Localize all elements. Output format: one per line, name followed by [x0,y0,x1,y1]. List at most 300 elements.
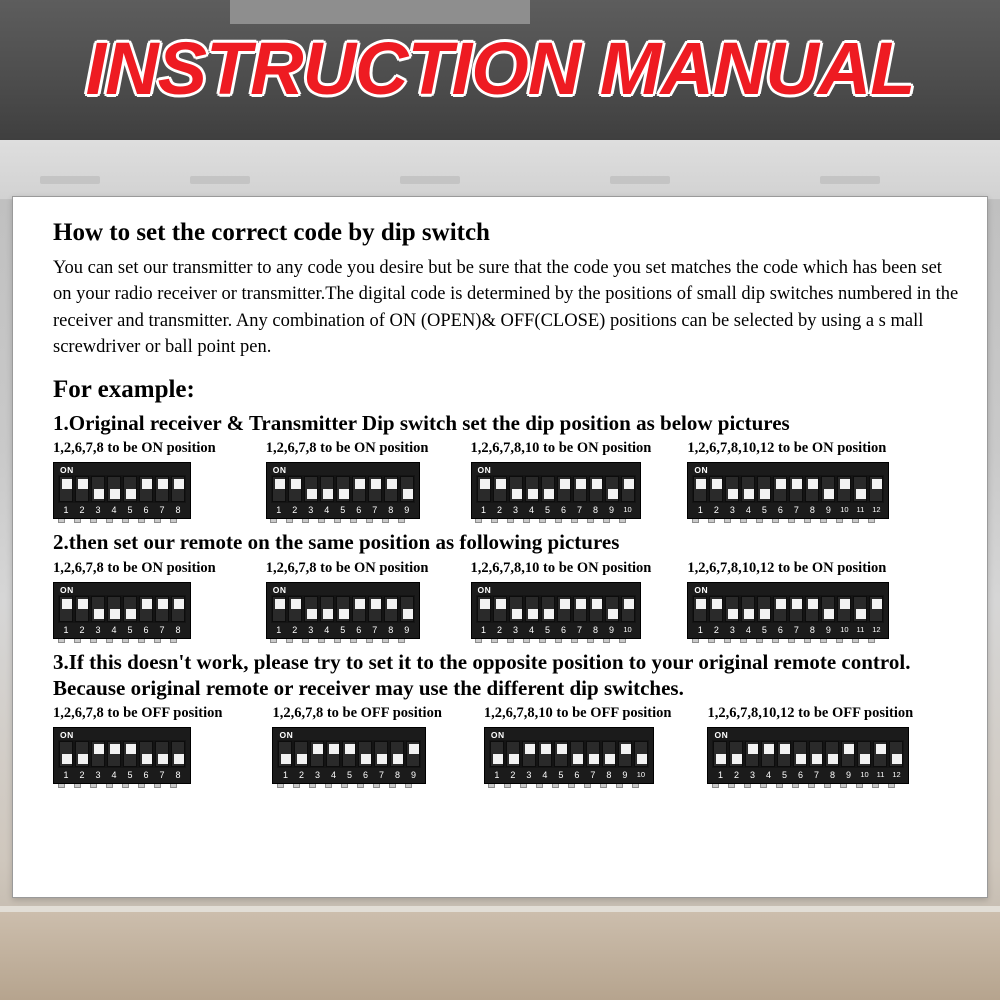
dip-pin [768,519,782,523]
dip-lever[interactable] [155,476,169,502]
dip-lever[interactable] [525,476,539,502]
dip-pins [484,784,672,788]
dip-lever-knob [748,744,758,754]
dip-lever[interactable] [541,596,555,622]
dip-pin [768,639,782,643]
dip-lever-knob [110,609,120,619]
dip-lever[interactable] [123,741,137,767]
dip-number: 6 [143,770,149,781]
dip-lever[interactable] [59,741,73,767]
dip-number: 7 [372,624,378,635]
dip-lever-knob [712,479,722,489]
dip-lever[interactable] [729,741,743,767]
dip-pin [800,639,814,643]
dip-number: 12 [872,624,881,634]
dip-number: 6 [143,624,149,635]
dip-switch[interactable] [471,582,641,639]
dip-lever[interactable] [841,741,855,767]
dip-number: 7 [378,770,384,781]
dip-lever[interactable] [586,741,600,767]
dip-lever[interactable] [725,476,739,502]
dip-pin [321,784,335,788]
dip-pin [315,519,329,523]
dip-number: 3 [729,505,735,516]
dip-lever[interactable] [288,476,302,502]
dip-pin [118,639,132,643]
dip-lever[interactable] [522,741,536,767]
dip-lever[interactable] [793,741,807,767]
dip-lever[interactable] [352,596,366,622]
dip-pin [299,519,313,523]
dip-lever[interactable] [107,596,121,622]
dip-lever[interactable] [384,476,398,502]
dip-lever[interactable] [525,596,539,622]
dip-number: 2 [496,505,502,516]
dip-lever[interactable] [554,741,568,767]
dip-number: 3 [308,505,314,516]
dip-lever[interactable] [741,596,755,622]
dip-number-strip [712,768,904,781]
dip-switch[interactable] [687,462,889,519]
dip-pin [118,519,132,523]
dip-lever-track [271,595,415,623]
dip-lever[interactable] [805,596,819,622]
dip-switch[interactable] [266,582,420,639]
dip-lever-knob [94,489,104,499]
dip-lever-knob [493,754,503,764]
dip-lever-knob [744,609,754,619]
dip-lever[interactable] [91,596,105,622]
dip-lever[interactable] [713,741,727,767]
dip-number: 3 [95,624,101,635]
dip-lever-knob [174,479,184,489]
dip-lever[interactable] [618,741,632,767]
dip-lever[interactable] [384,596,398,622]
dip-lever-knob [696,479,706,489]
intro-paragraph: You can set our transmitter to any code you desire but be sure that the code you set matches the code which has been set on your radio receiver or transmitter.The digital code is determined by the positions of small dip switches numbered in the receiver and transmitter. Any combination of ON (OPEN)& OFF(CLOSE) positions can be selected by using a s mall screwdriver or ball point pen. [53,258,959,357]
dip-lever[interactable] [320,476,334,502]
dip-lever[interactable] [573,476,587,502]
dip-number: 6 [356,505,362,516]
dip-switch[interactable] [471,462,641,519]
dip-lever[interactable] [352,476,366,502]
dip-lever[interactable] [709,476,723,502]
dip-number-strip [476,623,636,636]
dip-number-strip [277,768,421,781]
dip-lever[interactable] [406,741,420,767]
dip-number: 8 [809,624,815,635]
dip-switch[interactable] [272,727,426,784]
dip-pin [134,784,148,788]
dip-lever-knob [158,599,168,609]
dip-lever-knob [780,744,790,754]
dip-lever[interactable] [59,476,73,502]
dip-lever[interactable] [374,741,388,767]
dip-lever[interactable] [304,476,318,502]
dip-switch-cell [39,705,222,788]
dip-pin [584,519,598,523]
dip-lever-knob [496,599,506,609]
dip-lever[interactable] [155,741,169,767]
dip-lever[interactable] [869,476,883,502]
dip-number: 8 [829,770,835,781]
dip-lever[interactable] [155,596,169,622]
dip-pins [53,519,216,523]
dip-lever-knob [792,599,802,609]
dip-lever[interactable] [336,596,350,622]
dip-number: 9 [825,505,831,516]
dip-pin [150,519,164,523]
dip-lever[interactable] [821,476,835,502]
dip-number-strip [271,623,415,636]
dip-lever[interactable] [570,741,584,767]
dip-number: 10 [840,505,849,515]
dip-lever-knob [605,754,615,764]
dip-lever-knob [792,479,802,489]
dip-pin [708,784,722,788]
dip-lever-knob [760,609,770,619]
dip-number: 10 [840,624,849,634]
dip-switch-cell [457,440,652,523]
dip-lever-track [58,740,186,768]
dip-lever[interactable] [59,596,73,622]
dip-number: 5 [558,770,564,781]
dip-lever-knob [275,599,285,609]
dip-number: 8 [394,770,400,781]
dip-lever[interactable] [809,741,823,767]
dip-lever[interactable] [320,596,334,622]
dip-number: 5 [340,505,346,516]
dip-lever[interactable] [400,476,414,502]
dip-switch-caption: 1,2,6,7,8,10,12 to be ON position [687,559,887,576]
dip-lever[interactable] [171,476,185,502]
dip-number: 9 [410,770,416,781]
dip-number: 1 [494,770,500,781]
dip-lever-knob [728,489,738,499]
dip-lever[interactable] [789,596,803,622]
dip-lever[interactable] [509,476,523,502]
dip-lever[interactable] [171,596,185,622]
dip-on-label: ON [272,584,287,595]
dip-pin [848,519,862,523]
dip-lever[interactable] [709,596,723,622]
dip-pin [568,519,582,523]
dip-pin [299,639,313,643]
dip-number: 1 [282,770,288,781]
dip-pin [568,639,582,643]
dip-on-label: ON [272,465,287,476]
dip-number: 1 [63,505,69,516]
dip-switch[interactable] [484,727,654,784]
dip-lever[interactable] [310,741,324,767]
dip-lever[interactable] [634,741,648,767]
dip-pin [102,519,116,523]
dip-lever[interactable] [869,596,883,622]
dip-lever-knob [275,479,285,489]
dip-pin [884,784,898,788]
dip-switch[interactable] [53,582,191,639]
dip-lever[interactable] [490,741,504,767]
dip-number: 8 [388,624,394,635]
dip-pin [536,519,550,523]
dip-number: 5 [127,624,133,635]
dip-lever-knob [776,599,786,609]
dip-lever-knob [371,479,381,489]
dip-on-label: ON [477,465,492,476]
dip-lever[interactable] [278,741,292,767]
dip-lever-knob [307,489,317,499]
dip-on-label: ON [60,584,74,595]
dip-switch[interactable] [687,582,889,639]
dip-switch-caption: 1,2,6,7,8,10,12 to be OFF position [707,705,914,722]
dip-lever-track [58,595,186,623]
dip-lever[interactable] [368,596,382,622]
dip-lever[interactable] [621,596,635,622]
dip-pin [315,639,329,643]
dip-number: 6 [777,505,783,516]
dip-lever-knob [624,599,634,609]
dip-pin [752,639,766,643]
dip-lever[interactable] [272,596,286,622]
dip-lever[interactable] [725,596,739,622]
dip-lever-knob [856,609,866,619]
dip-row [39,440,961,523]
dip-lever[interactable] [573,596,587,622]
dip-number: 4 [745,505,751,516]
dip-lever[interactable] [368,476,382,502]
dip-lever[interactable] [400,596,414,622]
dip-pin [816,639,830,643]
dip-lever[interactable] [805,476,819,502]
dip-pin [273,784,287,788]
dip-number: 1 [63,770,69,781]
dip-lever[interactable] [477,476,491,502]
dip-lever-knob [589,754,599,764]
dip-switch[interactable] [53,462,191,519]
dip-lever-track [489,740,649,768]
dip-number: 5 [127,505,133,516]
dip-lever[interactable] [358,741,372,767]
dip-pin [70,639,84,643]
dip-lever[interactable] [857,741,871,767]
dip-lever-knob [796,754,806,764]
dip-lever-knob [872,479,882,489]
dip-pin [533,784,547,788]
dip-pin [54,784,68,788]
dip-switch[interactable] [266,462,420,519]
dip-lever[interactable] [506,741,520,767]
dip-lever-knob [512,609,522,619]
dip-lever[interactable] [107,476,121,502]
dip-lever[interactable] [493,476,507,502]
dip-lever-knob [576,599,586,609]
dip-lever[interactable] [589,476,603,502]
dip-number: 6 [777,624,783,635]
dip-pin [864,639,878,643]
dip-pin [704,639,718,643]
dip-lever[interactable] [304,596,318,622]
scene-wall-band [0,140,1000,200]
dip-lever[interactable] [336,476,350,502]
dip-number: 5 [544,624,550,635]
dip-lever[interactable] [837,596,851,622]
dip-number: 2 [79,505,85,516]
dip-number: 7 [159,770,165,781]
dip-pin [337,784,351,788]
dip-pin [102,784,116,788]
dip-lever[interactable] [557,596,571,622]
dip-lever[interactable] [789,476,803,502]
dip-pin [134,639,148,643]
dip-lever-knob [78,479,88,489]
dip-lever[interactable] [777,741,791,767]
dip-pin [597,784,611,788]
dip-lever[interactable] [853,476,867,502]
dip-lever[interactable] [741,476,755,502]
dip-lever[interactable] [837,476,851,502]
step-block [39,410,961,523]
page-title: How to set the correct code by dip switch [53,219,490,246]
dip-lever-knob [377,754,387,764]
dip-switch-caption: 1,2,6,7,8 to be ON position [53,440,216,457]
dip-pin [788,784,802,788]
dip-number: 4 [324,624,330,635]
dip-pin [488,519,502,523]
dip-lever[interactable] [605,476,619,502]
dip-pin [600,519,614,523]
dip-lever[interactable] [75,596,89,622]
dip-lever-knob [876,744,886,754]
dip-number: 8 [592,624,598,635]
dip-lever[interactable] [75,741,89,767]
dip-lever[interactable] [541,476,555,502]
dip-lever[interactable] [171,741,185,767]
dip-lever-knob [307,609,317,619]
dip-lever[interactable] [390,741,404,767]
dip-lever-knob [355,479,365,489]
dip-lever[interactable] [757,476,771,502]
dip-pin [102,639,116,643]
dip-on-label: ON [490,730,505,741]
dip-lever[interactable] [107,741,121,767]
dip-pin [756,784,770,788]
dip-number: 1 [717,770,723,781]
dip-lever[interactable] [761,741,775,767]
dip-lever-knob [78,754,88,764]
dip-lever-knob [387,479,397,489]
dip-pin [688,639,702,643]
dip-pin [800,519,814,523]
dip-number: 1 [276,505,282,516]
dip-lever[interactable] [873,741,887,767]
dip-pin [267,639,281,643]
dip-switch[interactable] [53,727,191,784]
dip-lever[interactable] [123,476,137,502]
dip-pin [401,784,415,788]
dip-lever-track [58,475,186,503]
dip-number: 7 [576,505,582,516]
dip-lever-knob [624,479,634,489]
dip-lever[interactable] [123,596,137,622]
dip-pin [54,639,68,643]
dip-lever[interactable] [538,741,552,767]
dip-pin [70,519,84,523]
dip-lever[interactable] [272,476,286,502]
scene-floor-edge [0,906,1000,912]
dip-lever[interactable] [139,476,153,502]
dip-on-label: ON [694,584,709,595]
dip-pin [395,519,409,523]
dip-lever-knob [560,599,570,609]
dip-number: 9 [622,770,628,781]
dip-lever[interactable] [509,596,523,622]
dip-lever[interactable] [889,741,903,767]
dip-lever[interactable] [139,596,153,622]
dip-lever[interactable] [853,596,867,622]
dip-lever[interactable] [621,476,635,502]
dip-lever[interactable] [91,741,105,767]
dip-lever[interactable] [745,741,759,767]
dip-lever[interactable] [75,476,89,502]
dip-number: 7 [159,624,165,635]
dip-lever[interactable] [139,741,153,767]
dip-lever[interactable] [693,476,707,502]
dip-number: 10 [860,770,869,780]
dip-lever[interactable] [557,476,571,502]
dip-lever[interactable] [326,741,340,767]
dip-lever[interactable] [288,596,302,622]
dip-lever[interactable] [91,476,105,502]
dip-lever[interactable] [589,596,603,622]
dip-lever-knob [62,479,72,489]
dip-lever[interactable] [773,596,787,622]
dip-lever[interactable] [821,596,835,622]
dip-lever[interactable] [342,741,356,767]
dip-number-strip [692,503,884,516]
dip-pin [363,519,377,523]
dip-lever-knob [94,744,104,754]
wall-slat [40,176,100,184]
dip-number: 12 [892,770,901,780]
dip-pin [740,784,754,788]
dip-pin [724,784,738,788]
dip-pin [552,519,566,523]
dip-lever[interactable] [493,596,507,622]
dip-lever[interactable] [693,596,707,622]
dip-number: 8 [175,505,181,516]
dip-lever-knob [158,754,168,764]
dip-lever-knob [557,744,567,754]
dip-lever[interactable] [773,476,787,502]
dip-number: 2 [733,770,739,781]
dip-pin [629,784,643,788]
dip-lever-knob [126,609,136,619]
dip-lever[interactable] [477,596,491,622]
dip-switch[interactable] [707,727,909,784]
dip-lever[interactable] [825,741,839,767]
dip-pin [166,519,180,523]
dip-lever[interactable] [605,596,619,622]
dip-lever-knob [608,609,618,619]
dip-number: 4 [111,770,117,781]
dip-number: 10 [623,505,632,515]
dip-switch-caption: 1,2,6,7,8,10 to be ON position [470,559,652,576]
dip-lever[interactable] [757,596,771,622]
dip-lever[interactable] [294,741,308,767]
dip-lever[interactable] [602,741,616,767]
dip-pin [86,639,100,643]
dip-number: 9 [404,505,410,516]
